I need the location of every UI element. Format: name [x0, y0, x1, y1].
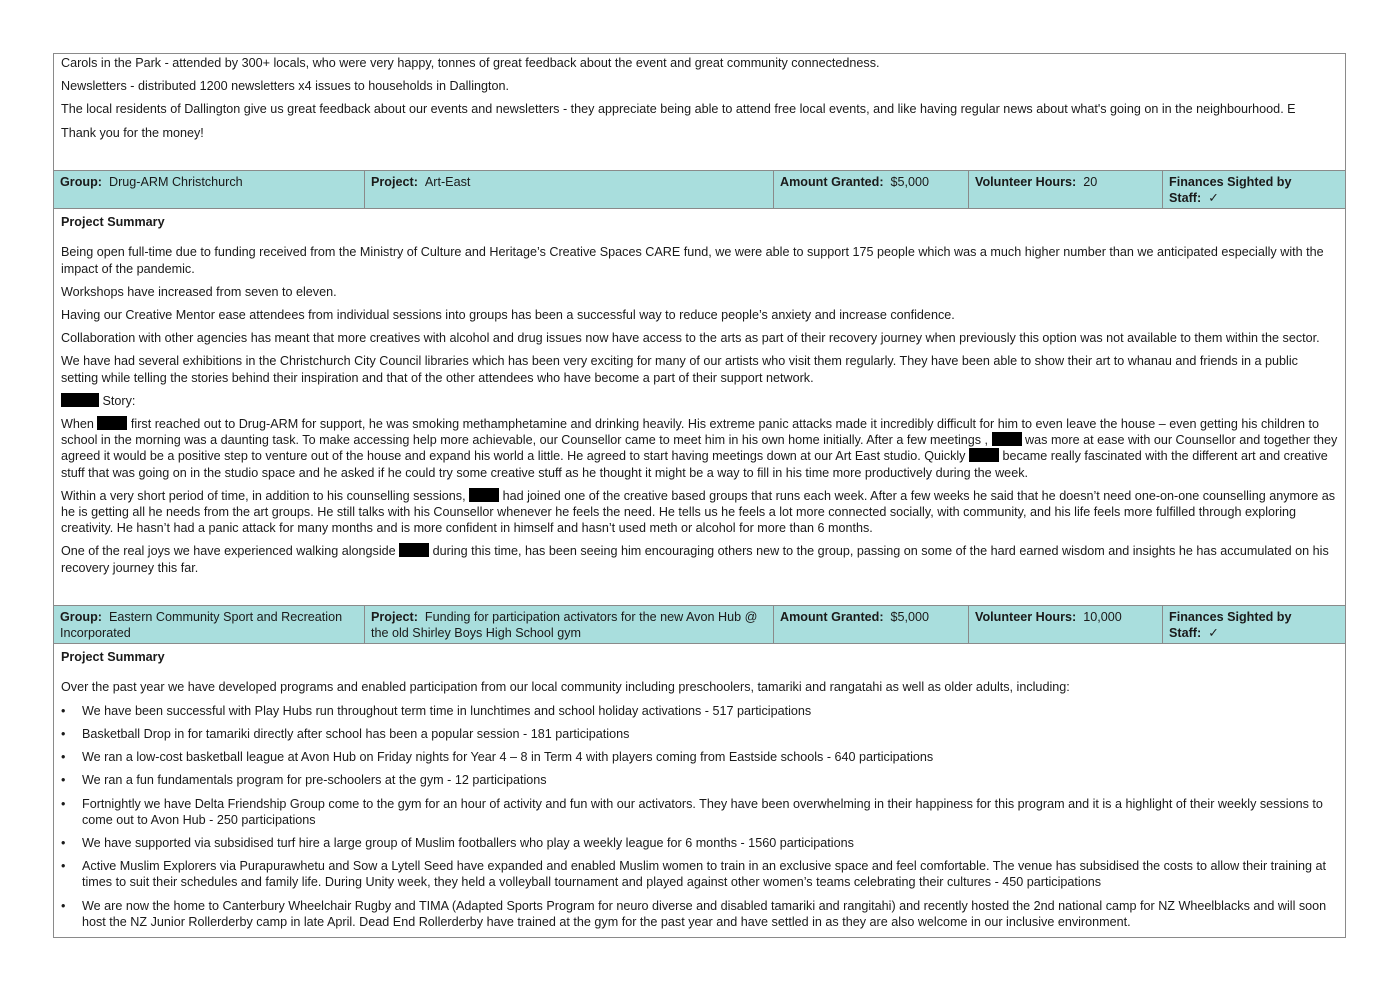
- participation-list: [61, 703, 1338, 930]
- list-item: [61, 898, 1338, 930]
- story-text: had joined one of the creative based groups that runs each week. After a few weeks he said that he doesn’t need one-on-one counselling anymore as he is getting all he needs from the art groups. He still talks with his Counsellor whenever he feels the need. He tells us he feels a lot more connected socially, with community, and his life feels more fulfilled through exploring creativity. He hasn’t had a panic attack for many months and is more confident in himself and hasn’t used meth or alcohol for more than 6 months.: [61, 488, 1336, 536]
- entry2-header-row: [54, 605, 1345, 644]
- bullet-icon: •: [61, 859, 66, 874]
- intro-block: [54, 54, 1345, 170]
- bullet-icon: •: [61, 726, 66, 741]
- list-item-text: We have been successful with Play Hubs run throughout term time in lunchtimes and school holiday activations - 517 participations: [82, 703, 812, 718]
- bullet-icon: •: [61, 796, 66, 811]
- summary-title: Project Summary: [61, 215, 165, 230]
- intro-paragraph: Carols in the Park - attended by 300+ locals, who were very happy, tonnes of great feedback about the event and great community connectedness.: [61, 56, 880, 70]
- list-item-text: We ran a low-cost basketball league at Avon Hub on Friday nights for Year 4 – 8 in Term 4 with players coming from Eastside schools - 640 participations: [82, 750, 934, 765]
- bullet-icon: •: [61, 750, 66, 765]
- story-label: Story:: [102, 393, 136, 408]
- entry2-hours-value: 10,000: [1083, 609, 1122, 624]
- list-item: [61, 796, 1338, 828]
- hours-label: Volunteer Hours:: [975, 174, 1077, 189]
- summary-paragraph: Workshops have increased from seven to eleven.: [61, 284, 337, 299]
- redaction-box: [969, 448, 999, 462]
- story-paragraph: [61, 416, 1338, 481]
- entry2-group-cell: [54, 606, 365, 643]
- story-text: was more at ease with our Counsellor and together they agreed it would be a positive step to venture out of the house and expand his world a little. He agreed to start having meetings down at our Art East studio. Quickly: [61, 433, 1338, 464]
- story-paragraph: [61, 488, 1338, 537]
- entry2-amount-cell: [774, 606, 969, 643]
- list-item-text: Basketball Drop in for tamariki directly after school has been a popular session - 181 participations: [82, 726, 630, 741]
- story-heading: [61, 393, 1338, 409]
- list-item-text: We have supported via subsidised turf hire a large group of Muslim footballers who play a weekly league for 6 months - 1560 participations: [82, 835, 854, 850]
- entry1-finances-cell: [1163, 171, 1345, 208]
- group-label: Group:: [60, 174, 102, 189]
- redaction-box: [97, 416, 127, 430]
- list-item: [61, 703, 1338, 719]
- list-item-text: We are now the home to Canterbury Wheelchair Rugby and TIMA (Adapted Sports Program for neuro diverse and disabled tamariki and rangitahi) and recently hosted the 2nd national camp for NZ Wheelblacks and will soon host the NZ Junior Rollerderby camp in late April. Dead End Rollerderby have trained at the gym for the past year and have settled in as they are also welcome in our inclusive environment.: [82, 898, 1327, 929]
- list-item: [61, 858, 1338, 890]
- bullet-icon: •: [61, 773, 66, 788]
- list-item-text: We ran a fun fundamentals program for pre-schoolers at the gym - 12 participations: [82, 773, 547, 788]
- list-item-text: Active Muslim Explorers via Purapurawhetu and Sow a Lytell Seed have expanded and enabled Muslim women to train in an exclusive space and feel comfortable. The venue has subsidised the costs to allow their training at times to suit their schedules and family life. During Unity week, they held a volleyball tournament and played against other women’s teams celebrating their cultures - 450 participations: [82, 859, 1326, 890]
- entry2-hours-cell: [969, 606, 1163, 643]
- list-item-text: Fortnightly we have Delta Friendship Group come to the gym for an hour of activity and fun with our activators. They have been overwhelming in their happiness for this program and it is a highlight of their weekly sessions to come out to Avon Hub - 250 participations: [82, 796, 1323, 827]
- intro-paragraph: The local residents of Dallington give us great feedback about our events and newsletters - they appreciate being able to attend free local events, and like having regular news about what's going on in the neighbourhood. E: [61, 102, 1296, 117]
- summary-title: Project Summary: [61, 650, 165, 665]
- summary-paragraph: Being open full-time due to funding received from the Ministry of Culture and Heritage’s Creative Spaces CARE fund, we were able to support 175 people which was a much higher number than we anticipated especially with the impact of the pandemic.: [61, 245, 1324, 276]
- entry1-amount-value: $5,000: [890, 174, 930, 189]
- project-label: Project:: [371, 174, 418, 189]
- redaction-box: [61, 393, 99, 407]
- amount-label: Amount Granted:: [780, 174, 884, 189]
- entry1-summary-block: [54, 209, 1345, 605]
- entry2-amount-value: $5,000: [890, 609, 930, 624]
- summary-paragraph: We have had several exhibitions in the Christchurch City Council libraries which has been very exciting for many of our artists who visit them regularly. They have been able to show their art to whanau and friends in a public setting while telling the stories behind their inspiration and that of the other attendees who have become a part of their support network.: [61, 354, 1298, 385]
- finances-label: Finances Sighted by Staff:: [1169, 174, 1292, 206]
- list-item: [61, 772, 1338, 788]
- entry1-group-value: Drug-ARM Christchurch: [108, 174, 243, 189]
- entry2-group-value: Eastern Community Sport and Recreation Incorporated: [60, 609, 343, 641]
- list-item: [61, 749, 1338, 765]
- story-text: first reached out to Drug-ARM for support, he was smoking methamphetamine and drinking heavily. His extreme panic attacks made it incredibly difficult for him to even leave the house – even getting his children to school in the morning was a daunting task. To make accessing help more achievable, our Counsellor came to meet him in his own home initially. After a few meetings ,: [61, 417, 1320, 448]
- story-text: Within a very short period of time, in addition to his counselling sessions,: [61, 488, 466, 503]
- entry1-header-row: [54, 170, 1345, 209]
- hours-label: Volunteer Hours:: [975, 609, 1077, 624]
- entry2-project-value: Funding for participation activators for the new Avon Hub @ the old Shirley Boys High School gym: [371, 609, 758, 641]
- checkmark-icon: ✓: [1208, 626, 1219, 641]
- entry2-finances-cell: [1163, 606, 1345, 643]
- intro-paragraph: Thank you for the money!: [61, 125, 204, 140]
- finances-label: Finances Sighted by Staff:: [1169, 609, 1292, 641]
- redaction-box: [399, 543, 429, 557]
- bullet-icon: •: [61, 898, 66, 913]
- story-text: When: [61, 417, 94, 432]
- entry1-hours-value: 20: [1083, 174, 1098, 189]
- entry1-project-cell: [365, 171, 774, 208]
- story-text: became really fascinated with the different art and creative stuff that was going on in the studio space and he asked if he could try some creative stuff as he thought it might be a way to fill in his time more productively during the week.: [61, 449, 1328, 480]
- checkmark-icon: ✓: [1208, 191, 1219, 206]
- summary-paragraph: Having our Creative Mentor ease attendees from individual sessions into groups has been a successful way to reduce people’s anxiety and increase confidence.: [61, 308, 955, 323]
- list-item: [61, 726, 1338, 742]
- bullet-icon: •: [61, 835, 66, 850]
- list-item: [61, 835, 1338, 851]
- group-label: Group:: [60, 609, 102, 624]
- story-text: One of the real joys we have experienced walking alongside: [61, 544, 396, 559]
- entry1-group-cell: [54, 171, 365, 208]
- story-paragraph: [61, 543, 1338, 575]
- bullet-icon: •: [61, 703, 66, 718]
- entry1-amount-cell: [774, 171, 969, 208]
- intro-paragraph: Newsletters - distributed 1200 newsletters x4 issues to households in Dallington.: [61, 79, 510, 94]
- amount-label: Amount Granted:: [780, 609, 884, 624]
- entry1-hours-cell: [969, 171, 1163, 208]
- summary-paragraph: Over the past year we have developed programs and enabled participation from our local community including preschoolers, tamariki and rangatahi as well as older adults, including:: [61, 680, 1070, 695]
- redaction-box: [469, 488, 499, 502]
- entry2-project-cell: [365, 606, 774, 643]
- grant-report-document: [53, 53, 1346, 938]
- entry1-project-value: Art-East: [424, 174, 471, 189]
- story-text: during this time, has been seeing him encouraging others new to the group, passing on some of the hard earned wisdom and insights he has accumulated on his recovery journey this far.: [61, 544, 1329, 575]
- entry2-summary-block: [54, 644, 1345, 930]
- redaction-box: [992, 432, 1022, 446]
- summary-paragraph: Collaboration with other agencies has meant that more creatives with alcohol and drug issues now have access to the arts as part of their recovery journey when previously this option was not available to them within the sector.: [61, 331, 1320, 346]
- project-label: Project:: [371, 609, 418, 624]
